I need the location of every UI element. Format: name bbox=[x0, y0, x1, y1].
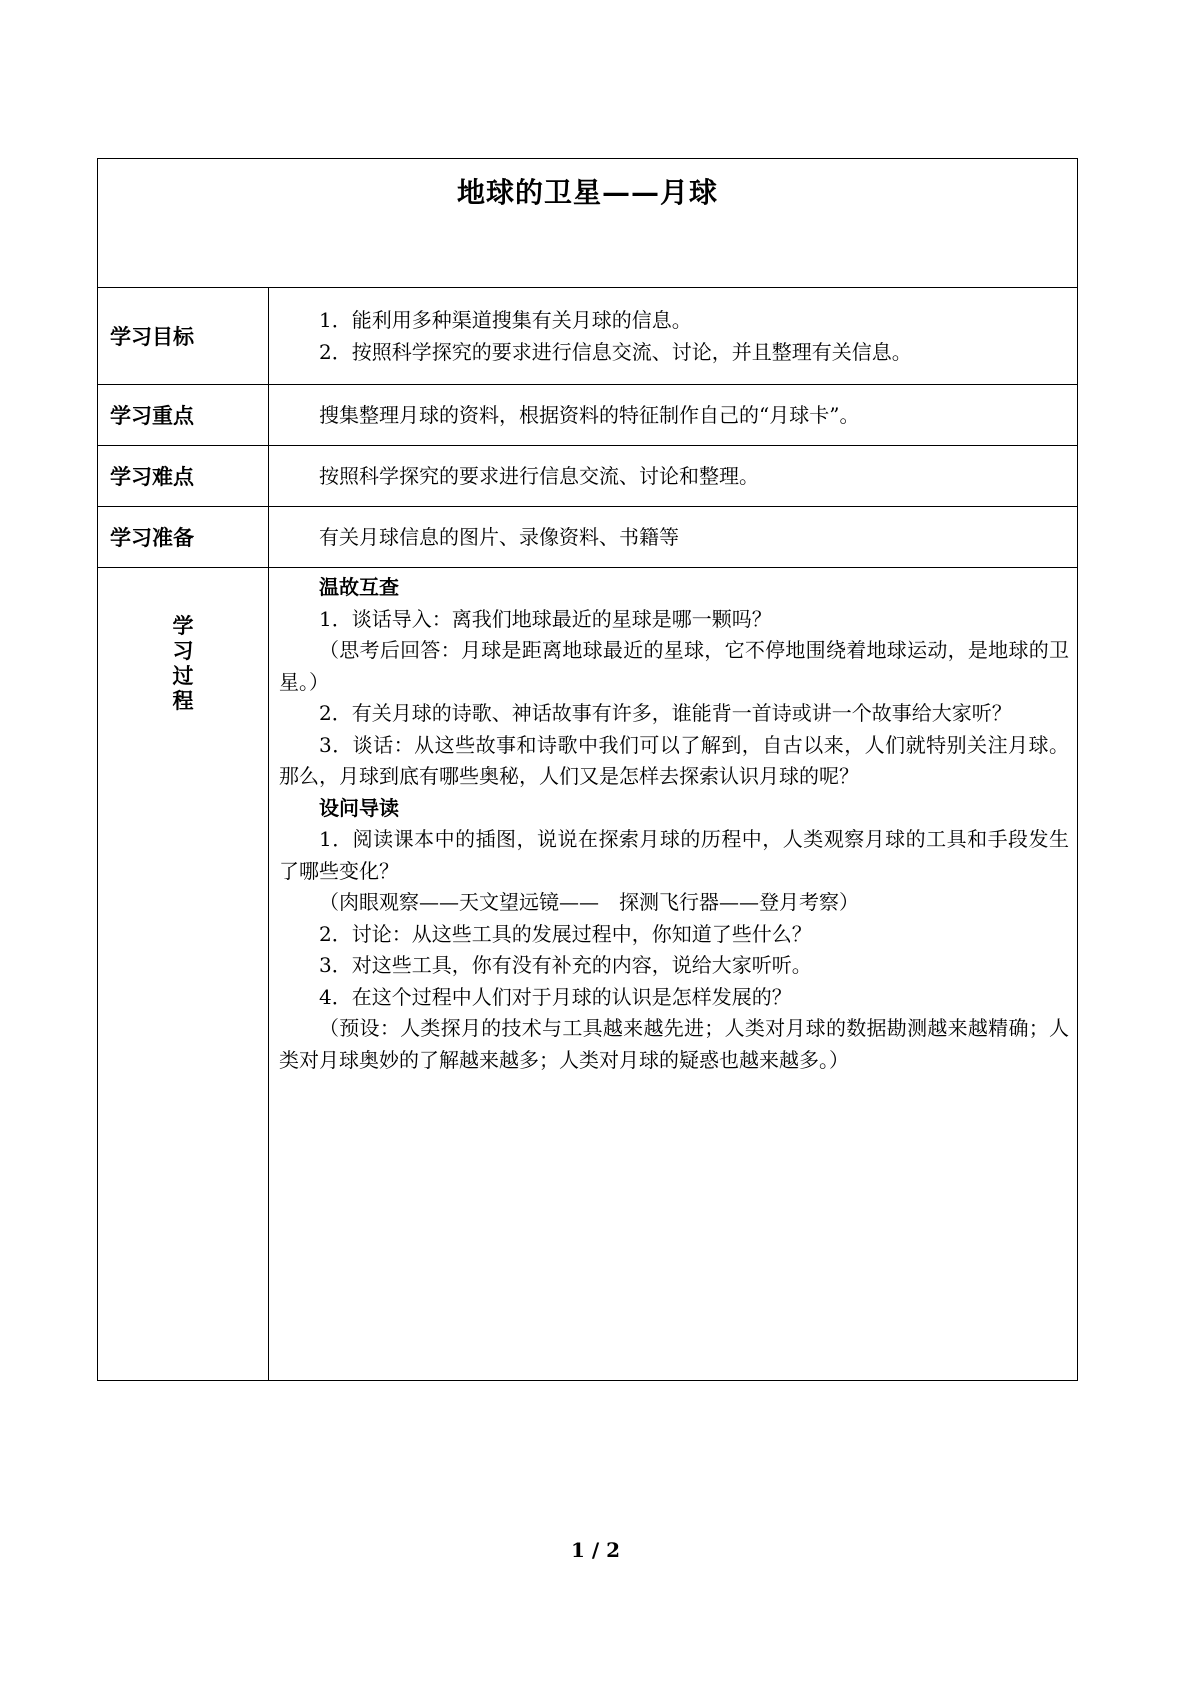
review-paragraph: 3．谈话：从这些故事和诗歌中我们可以了解到，自古以来，人们就特别关注月球。那么，月球到底有哪些奥秘，人们又是怎样去探索认识月球的呢？ bbox=[279, 732, 1070, 788]
reading-paragraph: （肉眼观察——天文望远镜—— 探测飞行器——登月考察） bbox=[319, 890, 859, 914]
content-learning-goals bbox=[269, 288, 1078, 385]
difficulty-text: 按照科学探究的要求进行信息交流、讨论和整理。 bbox=[319, 464, 759, 488]
label-learning-goals: 学习目标 bbox=[98, 288, 269, 385]
goal-item: 2．按照科学探究的要求进行信息交流、讨论，并且整理有关信息。 bbox=[319, 340, 912, 364]
document-title: 地球的卫星——月球 bbox=[457, 176, 719, 209]
label-preparation: 学习准备 bbox=[98, 507, 269, 568]
page-number: 1 / 2 bbox=[570, 1538, 621, 1562]
row-key-points bbox=[98, 385, 1078, 446]
content-learning-process bbox=[269, 568, 1078, 1381]
row-preparation bbox=[98, 507, 1078, 568]
content-difficulties bbox=[269, 446, 1078, 507]
goal-item: 1．能利用多种渠道搜集有关月球的信息。 bbox=[319, 308, 692, 332]
section-heading-guided-reading: 设问导读 bbox=[319, 795, 399, 820]
label-learning-process: 学习过程 bbox=[172, 614, 194, 713]
reading-paragraph: 3．对这些工具，你有没有补充的内容，说给大家听听。 bbox=[319, 953, 812, 977]
reading-paragraph: 4．在这个过程中人们对于月球的认识是怎样发展的？ bbox=[319, 984, 792, 1009]
label-learning-process-cell bbox=[98, 568, 269, 1381]
section-heading-review: 温故互查 bbox=[319, 575, 399, 599]
key-point-text: 搜集整理月球的资料，根据资料的特征制作自己的“月球卡”。 bbox=[319, 403, 860, 427]
reading-paragraph: 2．讨论：从这些工具的发展过程中，你知道了些什么？ bbox=[319, 921, 812, 946]
title-cell bbox=[98, 159, 1078, 288]
row-learning-process bbox=[98, 568, 1078, 1381]
reading-paragraph: 1．阅读课本中的插图，说说在探索月球的历程中，人类观察月球的工具和手段发生了哪些变化？ bbox=[279, 827, 1070, 883]
label-difficulties: 学习难点 bbox=[98, 446, 269, 507]
review-paragraph: 2．有关月球的诗歌、神话故事有许多，谁能背一首诗或讲一个故事给大家听？ bbox=[319, 701, 1012, 725]
row-difficulties bbox=[98, 446, 1078, 507]
reading-paragraph: （预设：人类探月的技术与工具越来越先进；人类对月球的数据勘测越来越精确；人类对月球奥妙的了解越来越多；人类对月球的疑惑也越来越多。） bbox=[279, 1016, 1070, 1072]
preparation-text: 有关月球信息的图片、录像资料、书籍等 bbox=[319, 525, 679, 549]
content-key-points bbox=[269, 385, 1078, 446]
review-paragraph: （思考后回答：月球是距离地球最近的星球，它不停地围绕着地球运动，是地球的卫星。） bbox=[279, 638, 1070, 694]
row-learning-goals bbox=[98, 288, 1078, 385]
label-key-points: 学习重点 bbox=[98, 385, 269, 446]
content-preparation bbox=[269, 507, 1078, 568]
review-paragraph: 1．谈话导入：离我们地球最近的星球是哪一颗吗？ bbox=[319, 606, 772, 631]
lesson-plan-table bbox=[97, 158, 1078, 1381]
title-row bbox=[98, 159, 1078, 288]
